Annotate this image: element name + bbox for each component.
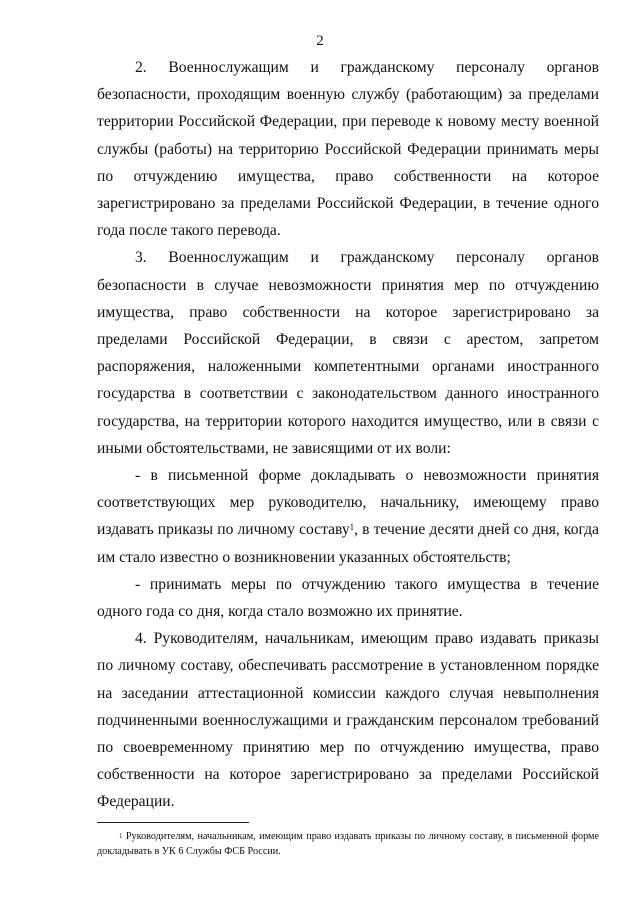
paragraph-2: 2. Военнослужащим и гражданскому персоналу органов безопасности, проходящим военную службу (работающим) за пределами территории Российской Федерации, при переводе к новому месту военной службы (работы) на территорию Российской Федерации принимать меры по отчуждению имущества, право собственности на которое зарегистрировано за пределами Российской Федерации, в течение одного года после такого перевода. <box>97 59 599 240</box>
paragraph-4: 4. Руководителям, начальникам, имеющим право издавать приказы по личному составу, обеспечивать рассмотрение в установленном порядке на заседании аттестационной комиссии каждого случая невыполнения подчиненными военнослужащими и гражданским персоналом требований по своевременному принятию мер по отчуждению имущества, право собственности на которое зарегистрировано за пределами Российской Федерации. <box>97 630 599 811</box>
list-item <box>97 462 599 571</box>
list-item: - принимать меры по отчуждению такого имущества в течение одного года со дня, когда стало возможно их принятие. <box>97 575 599 621</box>
footnote-text: Руководителям, начальникам, имеющим право издавать приказы по личному составу, в письменной форме докладывать в УК 6 Службы ФСБ России. <box>97 831 600 857</box>
list-item-text-continued: , в течение десяти дней со дня, когда им стало известно о возникновении указанных обстоятельств; <box>97 521 599 566</box>
footnote-divider <box>97 822 249 823</box>
list-item-text: - в письменной форме докладывать о невозможности принятия соответствующих мер руководителю, начальнику, имеющему право издавать приказы по личному составу <box>97 467 599 539</box>
paragraph-3: 3. Военнослужащим и гражданскому персоналу органов безопасности в случае невозможности принятия мер по отчуждению имущества, право собственности на которое зарегистрировано за пределами Российской Федерации, в связи с арестом, запретом распоряжения, наложенными компетентными органами иностранного государства в соответствии с законодательством данного иностранного государства, на территории которого находится имущество, или в связи с иными обстоятельствами, не зависящими от их воли: <box>97 249 599 457</box>
document-body <box>97 54 599 816</box>
footnote-reference: 1 <box>349 522 355 533</box>
page-number: 2 <box>316 33 324 49</box>
footnote-marker: 1 <box>119 832 123 840</box>
footnote <box>97 829 599 859</box>
